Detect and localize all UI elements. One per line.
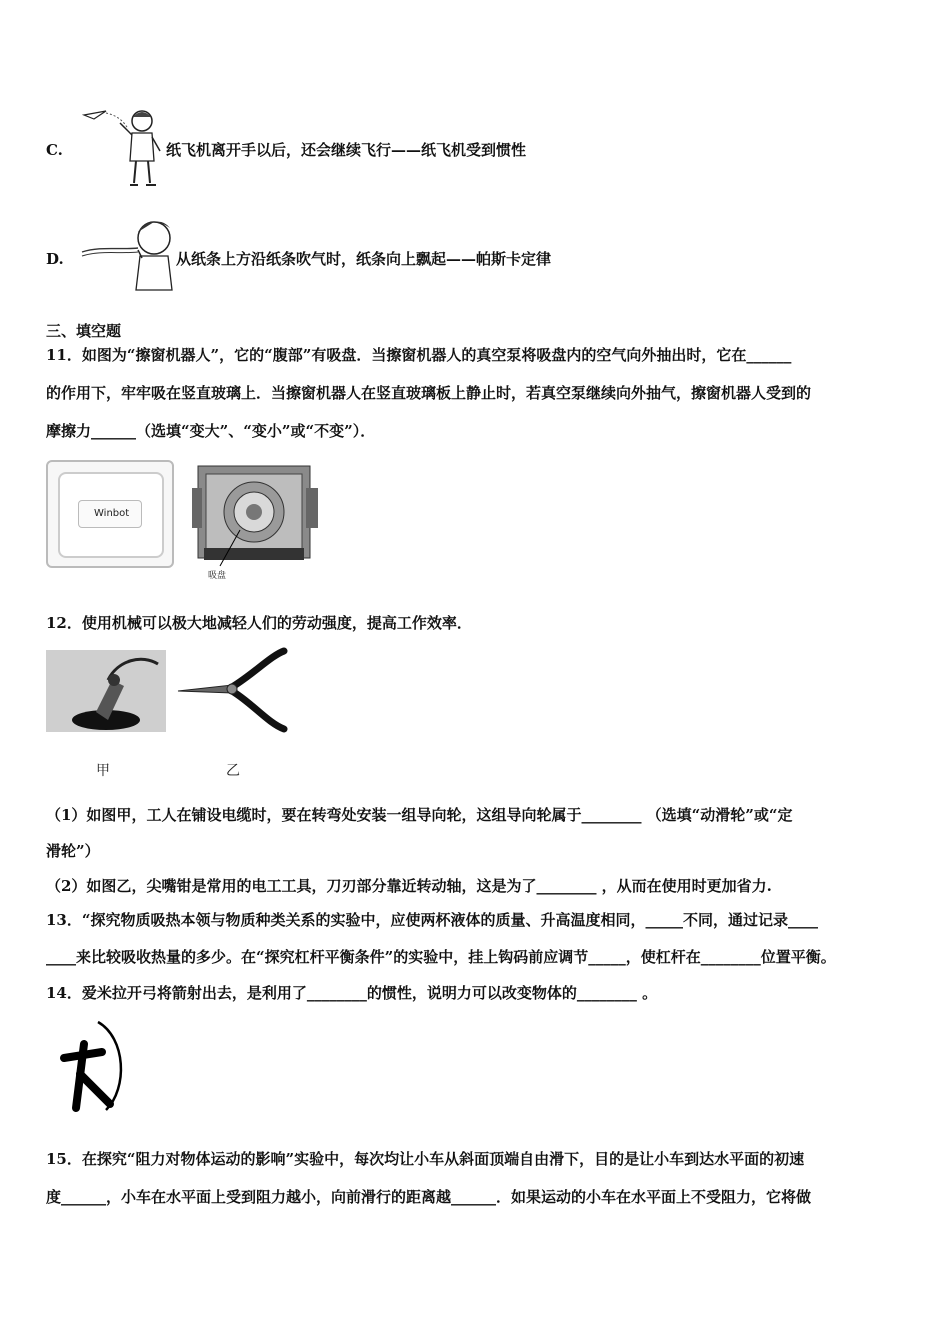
q14-line1: 14．爱米拉开弓将箭射出去，是利用了________的惯性，说明力可以改变物体的________ 。 <box>46 984 658 1002</box>
q11-line2: 的作用下，牢牢吸在竖直玻璃上．当擦窗机器人在竖直玻璃板上静止时，若真空泵继续向外抽气，擦窗机器人受到的 <box>46 384 812 402</box>
robot-brand: Winbot <box>94 508 130 519</box>
q12-part1-line2: 滑轮”） <box>46 842 100 860</box>
q12-part2: （2）如图乙，尖嘴钳是常用的电工工具，刀刃部分靠近转动轴，这是为了________ ，从而在使用时更加省力. <box>46 877 772 895</box>
q11-line3: 摩擦力______（选填“变大”、“变小”或“不变”）． <box>46 422 376 440</box>
cable-pulley-image <box>46 650 166 732</box>
caption-jia: 甲 <box>96 763 110 779</box>
option-d-text: 从纸条上方沿纸条吹气时，纸条向上飘起——帕斯卡定律 <box>176 250 552 268</box>
q13-line2: ____来比较吸收热量的多少。在“探究杠杆平衡条件”的实验中，挂上钩码前应调节_____，使杠杆在________位置平衡。 <box>46 948 836 966</box>
q15-line2: 度______，小车在水平面上受到阻力越小，向前滑行的距离越______．如果运动的小车在水平面上不受阻力，它将做 <box>46 1188 812 1206</box>
q12-part1-line1: （1）如图甲，工人在铺设电缆时，要在转弯处安装一组导向轮，这组导向轮属于________ （选填“动滑轮”或“定 <box>46 806 793 824</box>
window-robot-bottom-image <box>190 452 320 577</box>
window-robot-front-image <box>46 460 174 568</box>
section-title: 三、填空题 <box>46 322 122 340</box>
q11-line1: 11．如图为“擦窗机器人”，它的“腹部”有吸盘．当擦窗机器人的真空泵将吸盘内的空气向外抽出时，它在______ <box>46 346 792 364</box>
q13-line1: 13．“探究物质吸热本领与物质种类关系的实验中，应使两杯液体的质量、升高温度相同，_____不同，通过记录____ <box>46 911 819 929</box>
archer-stick-figure-image <box>56 1018 136 1114</box>
option-c-text: 纸飞机离开手以后，还会继续飞行——纸飞机受到惯性 <box>166 141 527 159</box>
option-c-label: C. <box>46 141 63 159</box>
option-d-label: D. <box>46 250 64 268</box>
q12-line1: 12．使用机械可以极大地减轻人们的劳动强度，提高工作效率． <box>46 614 472 632</box>
boy-paper-plane-illustration <box>80 103 170 191</box>
suction-label: 吸盘 <box>208 571 227 581</box>
boy-blowing-paper-illustration <box>80 212 180 294</box>
needle-nose-pliers-image <box>172 645 290 735</box>
q15-line1: 15．在探究“阻力对物体运动的影响”实验中，每次均让小车从斜面顶端自由滑下，目的是让小车到达水平面的初速 <box>46 1150 805 1168</box>
caption-yi: 乙 <box>226 763 240 779</box>
